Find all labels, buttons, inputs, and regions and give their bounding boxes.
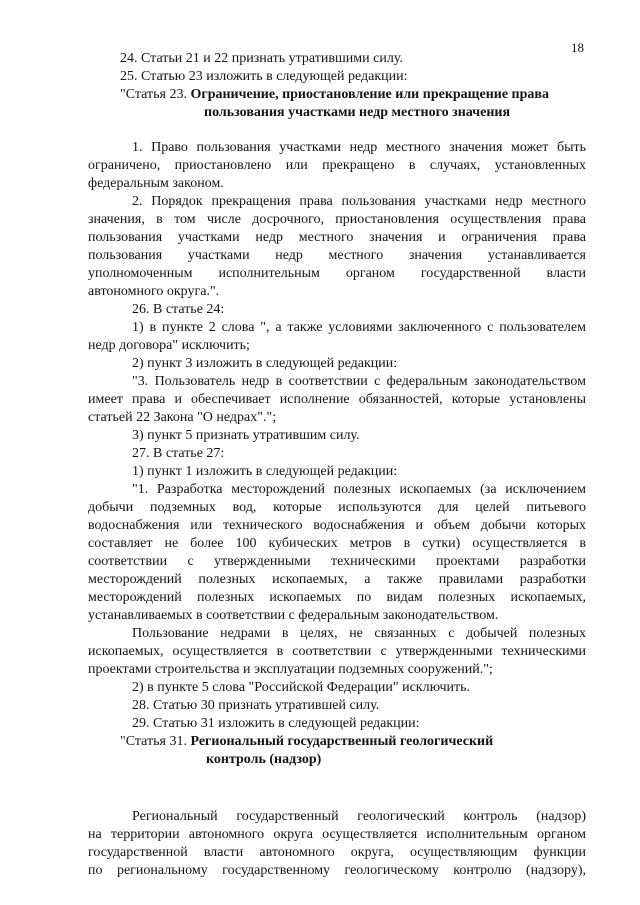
text-line: 2) пункт 3 изложить в следующей редакции: [132,356,398,371]
text-line: недр договора" исключить; [88,338,250,353]
text-line: месторождений полезных ископаемых по видам полезных ископаемых, [88,590,586,605]
text-line: 27. В статье 27: [132,446,225,461]
text-line: уполномоченным исполнительным органом государственной власти [88,266,586,281]
text-line: устанавливаемых в соответствии с федеральным законодательством. [88,608,499,623]
text-line: добычи подземных вод, которые используются для целей питьевого [88,500,586,515]
text-line: имеет права и обеспечивает исполнение обязанностей, которые установлены [88,392,586,407]
document-body [88,50,586,880]
article-31-heading [88,733,586,751]
text-line: месторождений полезных ископаемых, а также правилами разработки [88,572,586,587]
text-line: 25. Статью 23 изложить в следующей редакции: [120,69,408,84]
text-line: водоснабжения или технического водоснабжения и объем добычи которых [88,518,586,533]
article-title-continued: контроль (надзор) [206,752,322,767]
article-label: "Статья 23. [120,87,191,102]
text-line: 26. В статье 24: [132,302,225,317]
text-line: пользования участками недр местного значения и ограничения права [88,230,586,245]
text-line: проектами строительства и эксплуатации подземных сооружений."; [88,662,493,677]
article-title: Ограничение, приостановление или прекращение права [190,87,549,102]
text-line: на территории автономного округа осуществляется исполнительным органом [88,827,586,842]
text-line: Региональный государственный геологический контроль (надзор) [132,809,586,824]
text-line: статьей 22 Закона "О недрах"."; [88,410,277,425]
text-line: 2) в пункте 5 слова "Российской Федерации" исключить. [132,680,471,695]
text-line: "1. Разработка месторождений полезных ископаемых (за исключением [132,482,586,497]
text-line: автономного округа.". [88,284,220,299]
text-line: значения, в том числе досрочного, приостановления осуществления права [88,212,586,227]
text-line: Пользование недрами в целях, не связанных с добычей полезных [132,626,586,641]
text-line: пользования участками недр местного значения устанавливается [88,248,586,263]
text-line: 28. Статью 30 признать утратившей силу. [132,698,380,713]
text-line: 1. Право пользования участками недр местного значения может быть [132,140,586,155]
text-line: 29. Статью 31 изложить в следующей редакции: [132,716,420,731]
text-line: 24. Статьи 21 и 22 признать утратившими силу. [120,51,403,66]
text-line: соответствии с утвержденными техническими проектами разработки [88,554,586,569]
text-line: ограничено, приостановлено или прекращено в случаях, установленных [88,158,586,173]
text-line: 1) пункт 1 изложить в следующей редакции: [132,464,398,479]
text-line: государственной власти автономного округа, осуществляющим функции [88,845,586,860]
article-title: Региональный государственный геологический [190,734,494,749]
text-line: "3. Пользователь недр в соответствии с федеральным законодательством [132,374,586,389]
article-23-heading [88,86,586,104]
article-label: "Статья 31. [120,734,191,749]
page-number: 18 [571,40,584,55]
text-line: ископаемых, осуществляется в соответствии с утвержденными техническими [88,644,586,659]
text-line: федеральным законом. [88,176,224,191]
text-line: по региональному государственному геологическому контролю (надзору), [88,863,586,878]
text-line: 3) пункт 5 признать утратившим силу. [132,428,360,443]
text-line: составляет не более 100 кубических метров в сутки) осуществляется в [88,536,586,551]
text-line: 1) в пункте 2 слова ", а также условиями заключенного с пользователем [132,320,586,335]
text-line: 2. Порядок прекращения права пользования участками недр местного [132,194,586,209]
article-title-continued: пользования участками недр местного значения [204,105,511,120]
